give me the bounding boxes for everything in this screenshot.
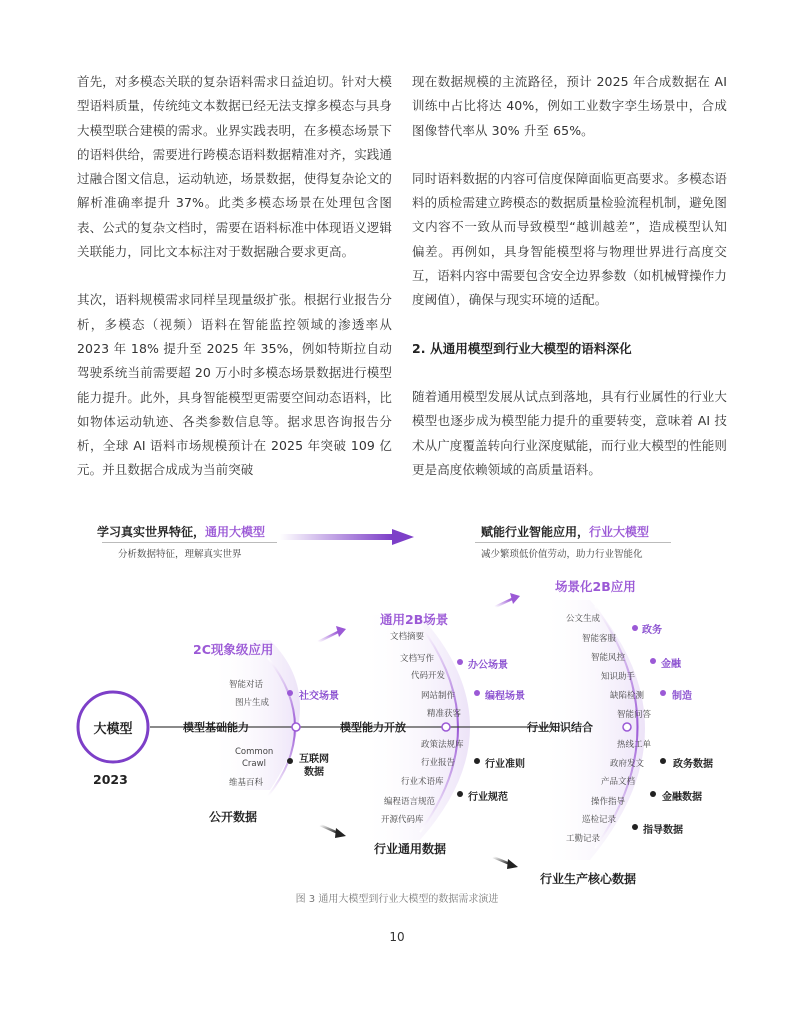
category-label: 制造 <box>672 691 692 702</box>
arrow-down <box>320 825 346 838</box>
category-label: 金融数据 <box>662 792 702 803</box>
divider <box>102 542 277 543</box>
item: 政策法规库 <box>421 740 464 750</box>
arrow-down <box>493 857 518 869</box>
item: 精准获客 <box>427 709 462 719</box>
item: 编程语言规范 <box>384 797 436 807</box>
category-label: 行业准则 <box>485 759 525 770</box>
item: 开源代码库 <box>381 815 424 825</box>
item: 智能问答 <box>617 710 652 720</box>
category-label: 编程场景 <box>485 691 525 702</box>
stage-title: 场景化2B应用 <box>555 579 636 594</box>
category-label: 政务 <box>642 625 662 636</box>
top-left-title: 学习真实世界特征，通用大模型 <box>97 525 266 539</box>
category-label: 金融 <box>661 659 681 670</box>
item: 维基百科 <box>229 778 264 788</box>
arrow-up <box>495 593 520 607</box>
paragraph: 其次，语料规模需求同样呈现量级扩张。根据行业报告分析，多模态（视频）语料在智能监控领域的渗透率从 2023 年 18% 提升至 2025 年 35%，例如特斯拉自动驾驶系统当前需要超 20 万小时多模态场景数据进行模型能力提升。此外，具身智能模型更需要空间动态语料，比如物体运动轨迹、各类参数信息等。据求思咨询报告分析，全球 AI 语料市场规模预计在 2025 年突破 109 亿元。并且数据合成成为当前突破 <box>77 292 393 478</box>
item: 操作指导 <box>591 797 626 807</box>
item: 图片生成 <box>235 698 270 708</box>
stage-bottom-label: 行业通用数据 <box>374 842 447 856</box>
node-label: 模型能力开放 <box>340 721 406 734</box>
item: 行业术语库 <box>401 777 444 787</box>
category-label: 办公场景 <box>468 660 508 671</box>
progress-arrow <box>280 529 414 545</box>
item: 缺陷检测 <box>610 691 645 701</box>
item: 文档写作 <box>400 654 435 664</box>
stage-bottom-label: 行业生产核心数据 <box>540 872 637 886</box>
item: 代码开发 <box>411 671 446 681</box>
top-left-subtitle: 分析数据特征，理解真实世界 <box>118 549 242 560</box>
arrow-up <box>318 626 346 642</box>
top-right-title: 赋能行业智能应用，行业大模型 <box>481 525 650 539</box>
paragraph: 现在数据规模的主流路径，预计 2025 年合成数据在 AI 训练中占比将达 40%，例如工业数字孪生场景中，合成图像替代率从 30% 升至 65%。 <box>412 74 727 138</box>
stage-title: 通用2B场景 <box>380 612 449 627</box>
big-model-label: 大模型 <box>93 722 133 737</box>
node-dot <box>623 723 631 731</box>
item: 智能风控 <box>591 653 626 663</box>
item: Common <box>235 747 274 757</box>
section-heading: 2. 从通用模型到行业大模型的语料深化 <box>412 340 632 356</box>
category-label: 行业规范 <box>468 792 508 803</box>
item: 公文生成 <box>566 614 601 624</box>
item: 文档摘要 <box>390 632 425 642</box>
node-label: 模型基础能力 <box>183 721 249 734</box>
node-dot <box>442 723 450 731</box>
item: 巡检记录 <box>582 815 617 825</box>
item: 工勤记录 <box>566 834 601 844</box>
paragraph: 首先，对多模态关联的复杂语料需求日益迫切。针对大模型语料质量，传统纯文本数据已经无法支撑多模态与具身大模型联合建模的需求。业界实践表明，在多模态场景下的语料供给，需要进行跨模态语料数据精准对齐，实践通过融合图文信息，运动轨迹，场景数据，使得复杂论文的解析准确率提升 37%。此类多模态场景在处理包含图表、公式的复杂文档时，需要在语料标准中体现语义逻辑关联能力，同比文本标注对于数据融合要求更高。 <box>77 74 393 260</box>
figure-caption: 图 3 通用大模型到行业大模型的数据需求演进 <box>295 894 499 905</box>
page-number: 10 <box>389 930 405 944</box>
year-label: 2023 <box>93 772 128 787</box>
item: 热线工单 <box>617 740 652 750</box>
paragraph: 随着通用模型发展从试点到落地，具有行业属性的行业大模型也逐步成为模型能力提升的重要转变，意味着 AI 技术从广度覆盖转向行业深度赋能，而行业大模型的性能则更是高度依赖领域的高质量语料。 <box>412 388 728 477</box>
item: 知识助手 <box>601 672 636 682</box>
item: 产品文档 <box>601 777 636 787</box>
category-label: 社交场景 <box>299 691 339 702</box>
category-label: 互联网 数据 <box>299 754 329 778</box>
item: 政府发文 <box>610 759 645 769</box>
item: 网站制作 <box>421 691 456 701</box>
item: 智能对话 <box>229 680 264 690</box>
item: Crawl <box>242 759 266 769</box>
paragraph: 同时语料数据的内容可信度保障面临更高要求。多模态语料的质检需建立跨模态的数据质量检验流程机制，避免图文内容不一致从而导致模型“越训越差”，造成模型认知偏差。再例如，具身智能模型将与物理世界进行高度交互，语料内容中需要包含安全边界参数（如机械臂操作力度阈值），确保与现实环境的适配。 <box>412 170 728 308</box>
item: 智能客服 <box>582 634 617 644</box>
item: 行业报告 <box>421 758 456 768</box>
stage-title: 2C现象级应用 <box>193 642 274 657</box>
divider <box>475 542 671 543</box>
category-label: 指导数据 <box>643 825 683 836</box>
top-right-subtitle: 减少繁琐低价值劳动，助力行业智能化 <box>481 549 643 560</box>
node-dot <box>292 723 300 731</box>
node-label: 行业知识结合 <box>527 721 593 734</box>
category-label: 政务数据 <box>673 759 713 770</box>
stage-bottom-label: 公开数据 <box>209 810 258 824</box>
